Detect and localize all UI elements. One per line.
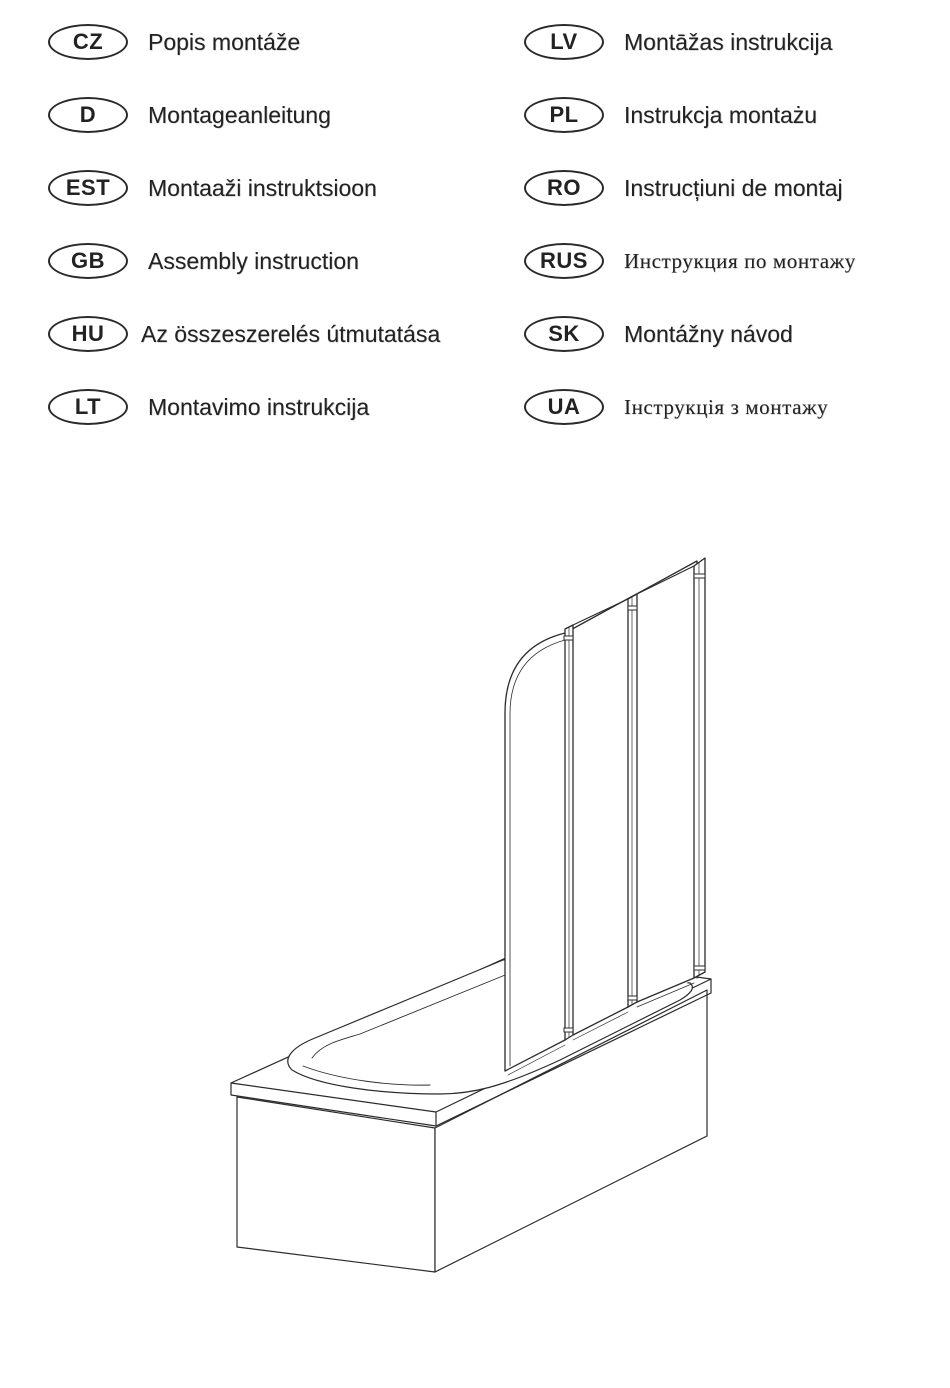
language-code-badge: UA [524,389,604,425]
language-title: Assembly instruction [148,248,359,274]
hinge-stud-bottom-2 [628,996,637,1000]
bathtub-front-panel [237,1097,435,1272]
hinge-stud-top-1 [564,636,573,640]
language-title: Інструкція з монтажу [624,395,829,419]
language-title: Montāžas instrukcija [624,29,833,55]
language-title: Az összeszerelés útmutatása [141,321,441,347]
language-code-badge: LT [48,389,128,425]
hinge-stud-bottom-3 [694,966,705,970]
language-code-badge: RO [524,170,604,206]
hinge-stud-top-3 [694,574,705,578]
language-title: Montážny návod [624,321,793,347]
language-title: Montavimo instrukcija [148,394,370,420]
hinge-stud-top-2 [628,606,637,610]
language-code-badge: SK [524,316,604,352]
language-code-badge: EST [48,170,128,206]
language-code-badge: LV [524,24,604,60]
hinge-stud-bottom-1 [564,1028,573,1032]
language-code-badge: GB [48,243,128,279]
language-title: Инструкция по монтажу [624,249,856,273]
wall-profile [694,558,705,978]
language-title: Instrukcja montażu [624,102,818,128]
language-code-badge: HU [48,316,128,352]
language-code-badge: D [48,97,128,133]
language-code-badge: CZ [48,24,128,60]
language-code-badge: RUS [524,243,604,279]
language-title: Instrucțiuni de montaj [624,175,843,201]
hinge-profile-2 [628,594,637,1007]
language-title: Montageanleitung [148,102,331,128]
language-code-badge: PL [524,97,604,133]
language-title: Montaaži instruktsioon [148,175,377,201]
language-title: Popis montáže [148,29,301,55]
